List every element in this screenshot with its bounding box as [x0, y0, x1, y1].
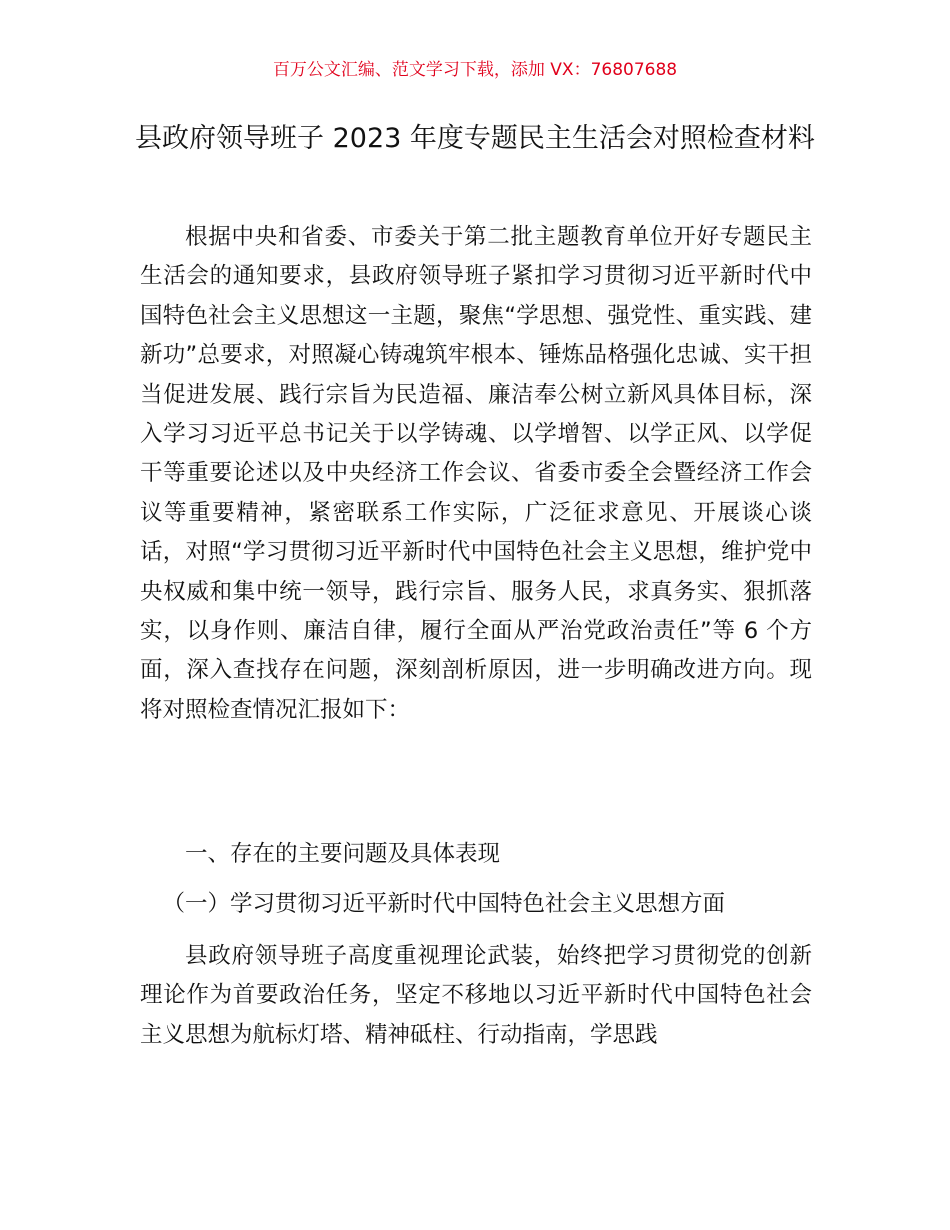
subsection-paragraph: 县政府领导班子高度重视理论武装，始终把学习贯彻党的创新理论作为首要政治任务，坚定不移地以习近平新时代中国特色社会主义思想为航标灯塔、精神砥柱、行动指南，学思践	[140, 943, 812, 1048]
document-title: 县政府领导班子 2023 年度专题民主生活会对照检查材料	[135, 123, 815, 154]
subsection-heading: （一）学习贯彻习近平新时代中国特色社会主义思想方面	[162, 891, 726, 917]
section-heading: 一、存在的主要问题及具体表现	[185, 841, 501, 867]
intro-paragraph: 根据中央和省委、市委关于第二批主题教育单位开好专题民主生活会的通知要求，县政府领导班子紧扣学习贯彻习近平新时代中国特色社会主义思想这一主题，聚焦“学思想、强党性、重实践、建新功”总要求，对照凝心铸魂筑牢根本、锤炼品格强化忠诚、实干担当促进发展、践行宗旨为民造福、廉洁奉公树立新风具体目标，深入学习习近平总书记关于以学铸魂、以学增智、以学正风、以学促干等重要论述以及中央经济工作会议、省委市委全会暨经济工作会议等重要精神，紧密联系工作实际，广泛征求意见、开展谈心谈话，对照“学习贯彻习近平新时代中国特色社会主义思想，维护党中央权威和集中统一领导，践行宗旨、服务人民，求真务实、狠抓落实，以身作则、廉洁自律，履行全面从严治党政治责任”等 6 个方面，深入查找存在问题，深刻剖析原因，进一步明确改进方向。现将对照检查情况汇报如下：	[140, 224, 812, 723]
header-note: 百万公文汇编、范文学习下载，添加 VX：76807688	[272, 60, 678, 80]
